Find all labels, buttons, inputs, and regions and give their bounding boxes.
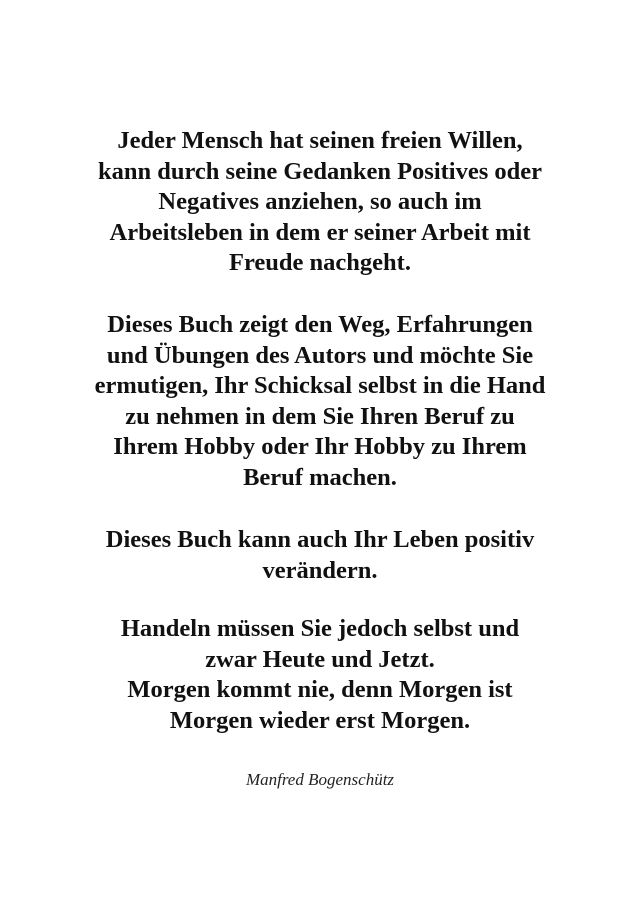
paragraph-line: Arbeitsleben in dem er seiner Arbeit mit bbox=[109, 218, 531, 246]
paragraph-line: verändern. bbox=[262, 556, 378, 584]
paragraph-line: Dieses Buch zeigt den Weg, Erfahrungen bbox=[107, 311, 533, 338]
paragraph-line: ermutigen, Ihr Schicksal selbst in die Hand bbox=[94, 372, 546, 400]
paragraph-line: Jeder Mensch hat seinen freien Willen, bbox=[117, 127, 523, 154]
paragraph-act-now bbox=[40, 614, 600, 736]
paragraph-line: und Übungen des Autors und möchte Sie bbox=[106, 341, 534, 369]
paragraph-line: Negatives anziehen, so auch im bbox=[158, 188, 482, 216]
paragraph-line: Morgen wieder erst Morgen. bbox=[169, 706, 471, 734]
paragraph-line: zwar Heute und Jetzt. bbox=[205, 645, 435, 673]
paragraph-line: Handeln müssen Sie jedoch selbst und bbox=[120, 615, 520, 642]
paragraph-line: Morgen kommt nie, denn Morgen ist bbox=[127, 676, 513, 704]
paragraph-line: Ihrem Hobby oder Ihr Hobby zu Ihrem bbox=[113, 433, 527, 461]
paragraph-line: Freude nachgeht. bbox=[229, 249, 411, 277]
paragraph-line: zu nehmen in dem Sie Ihren Beruf zu bbox=[125, 402, 515, 430]
author-signature: Manfred Bogenschütz bbox=[245, 770, 395, 789]
paragraph-free-will bbox=[40, 126, 600, 279]
paragraph-change-life bbox=[40, 525, 600, 586]
paragraph-book-purpose bbox=[40, 310, 600, 494]
paragraph-line: Beruf machen. bbox=[243, 463, 397, 491]
paragraph-line: Dieses Buch kann auch Ihr Leben positiv bbox=[105, 526, 535, 553]
paragraph-line: kann durch seine Gedanken Positives oder bbox=[97, 157, 542, 185]
